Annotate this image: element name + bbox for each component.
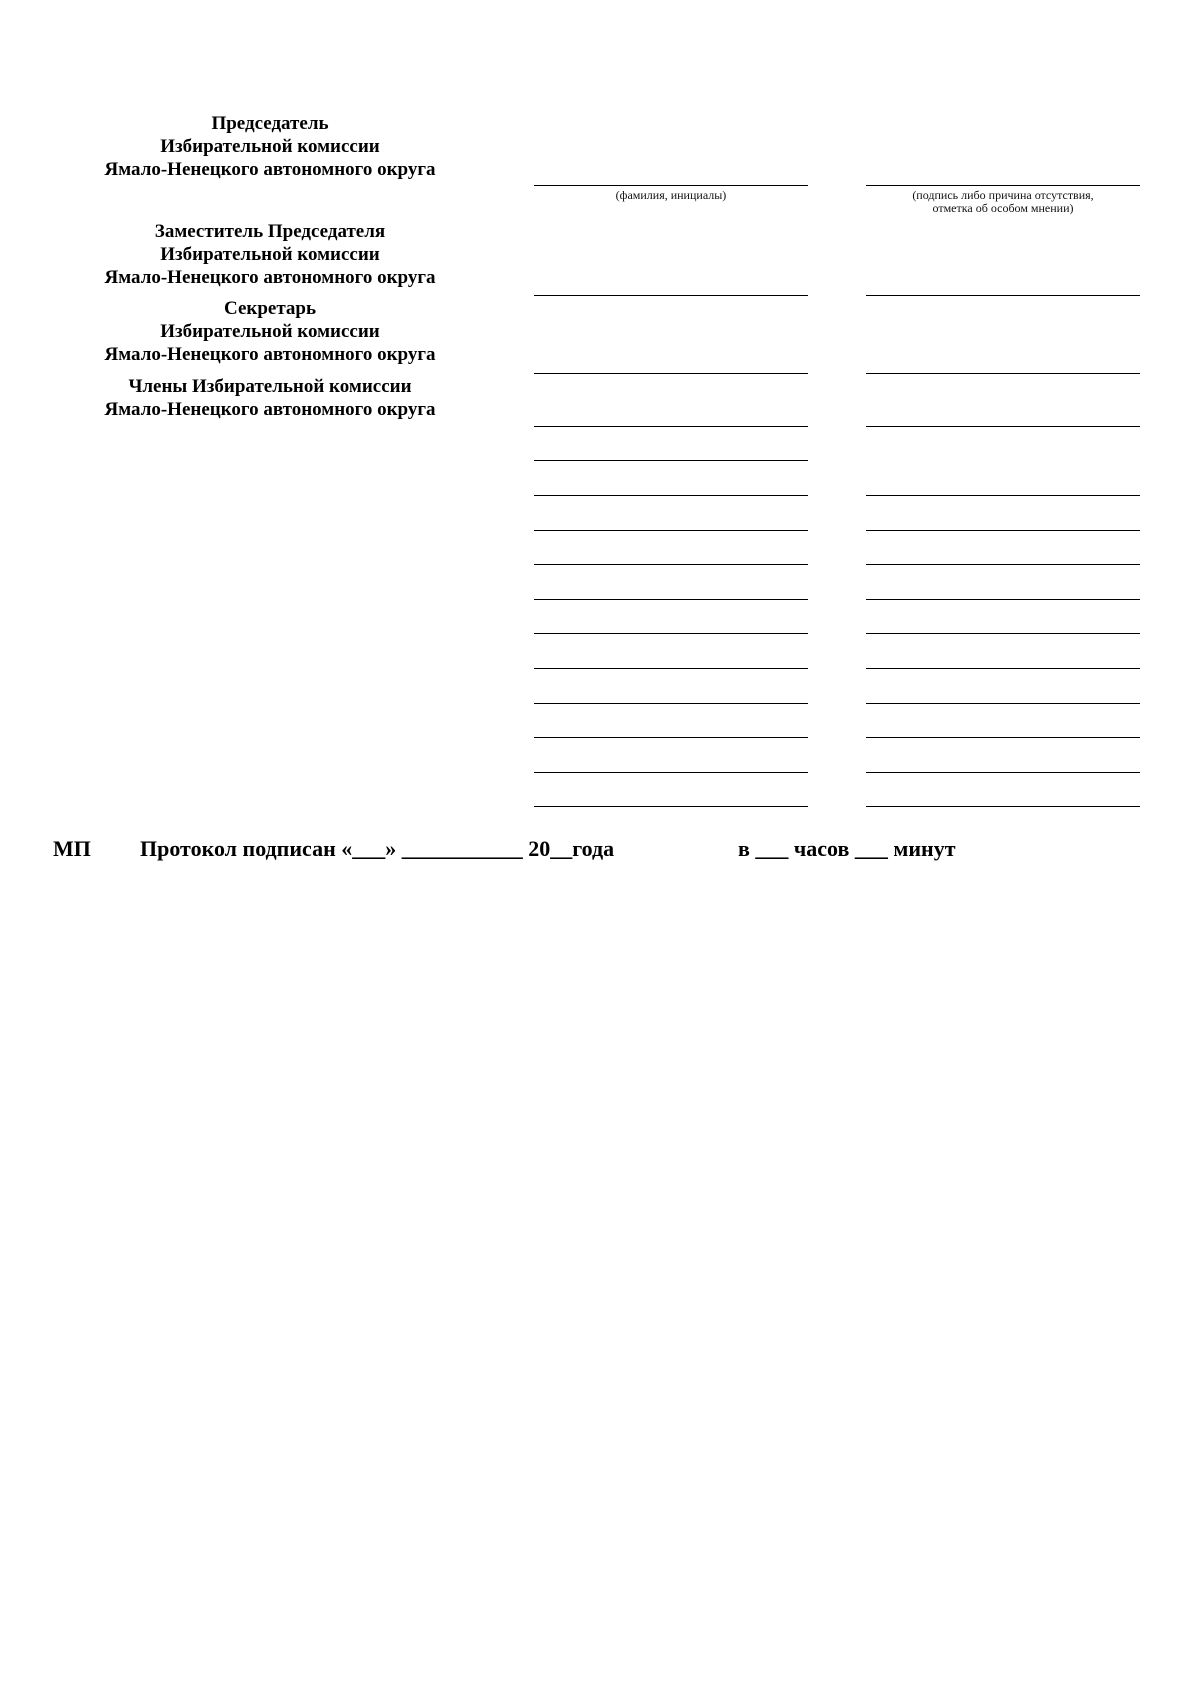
signature-line[interactable] [866, 530, 1140, 531]
signature-line[interactable] [866, 633, 1140, 634]
signature-line[interactable] [866, 737, 1140, 738]
role-deputy-title: Заместитель Председателя [154, 221, 386, 242]
name-line[interactable] [534, 426, 808, 427]
signature-caption-line2: отметка об особом мнении) [932, 201, 1074, 215]
signature-line[interactable] [866, 426, 1140, 427]
name-line[interactable] [534, 564, 808, 565]
signature-line[interactable] [866, 668, 1140, 669]
role-secretary-title: Секретарь [223, 298, 316, 319]
role-chairman-title: Председатель [211, 113, 329, 134]
role-members [60, 375, 480, 421]
protocol-signed-date: Протокол подписан «___» ___________ 20__года [140, 836, 615, 861]
signature-caption [866, 189, 1140, 215]
role-deputy [60, 220, 480, 289]
name-line[interactable] [534, 806, 808, 807]
role-members-region: Ямало-Ненецкого автономного округа [104, 399, 436, 420]
signature-line[interactable] [866, 564, 1140, 565]
signature-line[interactable] [866, 772, 1140, 773]
name-line[interactable] [534, 185, 808, 186]
signature-caption-line1: (подпись либо причина отсутствия, [912, 188, 1094, 202]
signature-line[interactable] [866, 806, 1140, 807]
name-line[interactable] [534, 772, 808, 773]
signature-line[interactable] [866, 495, 1140, 496]
role-members-title: Члены Избирательной комиссии [128, 376, 412, 397]
seal-mark: МП [53, 836, 91, 861]
name-line[interactable] [534, 460, 808, 461]
name-line[interactable] [534, 295, 808, 296]
name-line[interactable] [534, 633, 808, 634]
name-caption: (фамилия, инициалы) [615, 188, 727, 202]
name-line[interactable] [534, 530, 808, 531]
signature-line[interactable] [866, 373, 1140, 374]
signature-line[interactable] [866, 185, 1140, 186]
signature-line[interactable] [866, 703, 1140, 704]
role-deputy-region: Ямало-Ненецкого автономного округа [104, 267, 436, 288]
name-line[interactable] [534, 668, 808, 669]
signature-line[interactable] [866, 599, 1140, 600]
protocol-signed-time: в ___ часов ___ минут [738, 836, 956, 861]
role-deputy-org: Избирательной комиссии [160, 244, 380, 265]
role-secretary-org: Избирательной комиссии [160, 321, 380, 342]
name-line[interactable] [534, 495, 808, 496]
role-secretary [60, 297, 480, 366]
role-chairman [60, 112, 480, 181]
role-chairman-region: Ямало-Ненецкого автономного округа [104, 159, 436, 180]
name-line[interactable] [534, 737, 808, 738]
name-line[interactable] [534, 599, 808, 600]
name-line[interactable] [534, 373, 808, 374]
role-chairman-org: Избирательной комиссии [160, 136, 380, 157]
signature-line[interactable] [866, 295, 1140, 296]
name-line[interactable] [534, 703, 808, 704]
role-secretary-region: Ямало-Ненецкого автономного округа [104, 344, 436, 365]
